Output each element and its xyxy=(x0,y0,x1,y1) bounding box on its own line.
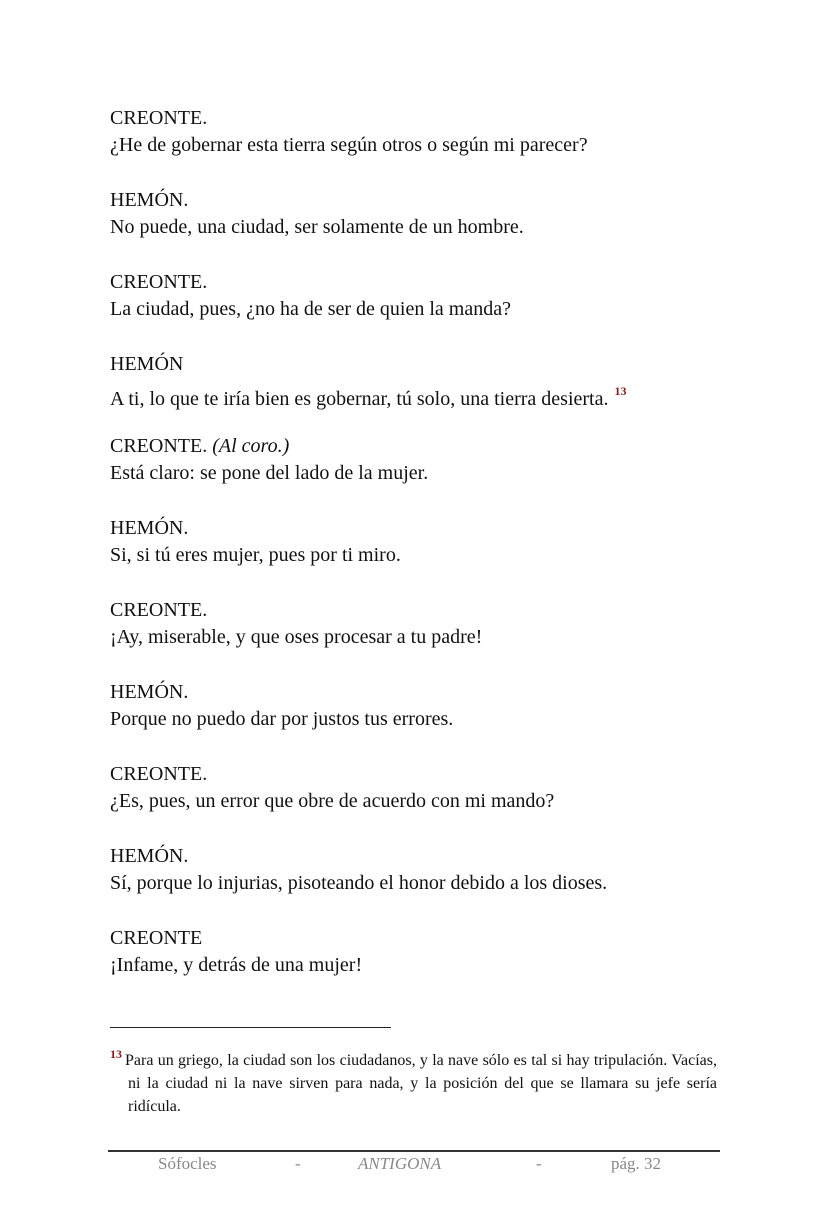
dialogue-exchange xyxy=(110,351,730,433)
speaker-label: HEMÓN xyxy=(110,353,184,375)
dialogue-exchange xyxy=(110,515,730,597)
dialogue-block xyxy=(110,105,730,1007)
speaker-label: HEMÓN. xyxy=(110,681,189,703)
dialogue-exchange xyxy=(110,105,730,187)
dialogue-line: Sí, porque lo injurias, pisoteando el honor debido a los dioses. xyxy=(110,872,608,894)
dialogue-line-text: A ti, lo que te iría bien es gobernar, tú solo, una tierra desierta. xyxy=(110,388,609,410)
footnote-text: Para un griego, la ciudad son los ciudadanos, y la nave sólo es tal si hay tripulación. Vacías, ni la ciudad ni la nave sirven para nada, y la posición del que se llamara su jefe sería ridícula. xyxy=(125,1052,717,1115)
dialogue-exchange xyxy=(110,761,730,843)
dialogue-line: No puede, una ciudad, ser solamente de un hombre. xyxy=(110,216,524,238)
speaker-name xyxy=(110,351,730,378)
page-footer xyxy=(108,1154,720,1178)
footer-author: Sófocles xyxy=(158,1154,217,1173)
dialogue-line: ¡Ay, miserable, y que oses procesar a tu padre! xyxy=(110,626,483,648)
stage-direction: (Al coro.) xyxy=(212,435,290,457)
dialogue-line: La ciudad, pues, ¿no ha de ser de quien la manda? xyxy=(110,298,511,320)
speaker-label: CREONTE. xyxy=(110,107,208,129)
footnote-reference-link[interactable]: 13 xyxy=(614,384,627,398)
dialogue-exchange xyxy=(110,433,730,515)
dialogue-exchange xyxy=(110,597,730,679)
speaker-name xyxy=(110,187,730,214)
dialogue-line xyxy=(110,378,730,413)
dialogue-exchange xyxy=(110,187,730,269)
speaker-label: CREONTE. xyxy=(110,763,208,785)
footer-separator: - xyxy=(295,1154,301,1173)
footnote-divider xyxy=(110,1027,391,1028)
dialogue-line: Porque no puedo dar por justos tus errores. xyxy=(110,708,454,730)
footnote-number: 13 xyxy=(110,1047,122,1061)
footnote-body xyxy=(110,1043,717,1118)
dialogue-line: Si, si tú eres mujer, pues por ti miro. xyxy=(110,544,401,566)
dialogue-exchange xyxy=(110,843,730,925)
footnote xyxy=(110,1043,717,1118)
speaker-label: HEMÓN. xyxy=(110,189,189,211)
footer-separator: - xyxy=(536,1154,542,1173)
footer-title: ANTIGONA xyxy=(358,1154,442,1173)
speaker-name xyxy=(110,597,730,624)
speaker-label: HEMÓN. xyxy=(110,845,189,867)
speaker-label: CREONTE. xyxy=(110,435,208,457)
speaker-name xyxy=(110,925,730,952)
speaker-label: CREONTE xyxy=(110,927,203,949)
speaker-name xyxy=(110,679,730,706)
footer-page-number: pág. 32 xyxy=(611,1154,662,1173)
dialogue-exchange xyxy=(110,679,730,761)
dialogue-exchange xyxy=(110,269,730,351)
speaker-label: CREONTE. xyxy=(110,599,208,621)
speaker-label: HEMÓN. xyxy=(110,517,189,539)
dialogue-exchange xyxy=(110,925,730,1007)
dialogue-line: Está claro: se pone del lado de la mujer. xyxy=(110,462,429,484)
speaker-name xyxy=(110,843,730,870)
speaker-name xyxy=(110,761,730,788)
dialogue-line: ¿He de gobernar esta tierra según otros o según mi parecer? xyxy=(110,134,588,156)
speaker-name xyxy=(110,269,730,296)
speaker-label: CREONTE. xyxy=(110,271,208,293)
footer-divider xyxy=(108,1150,720,1152)
dialogue-line: ¿Es, pues, un error que obre de acuerdo con mi mando? xyxy=(110,790,555,812)
speaker-name xyxy=(110,515,730,542)
speaker-name xyxy=(110,433,730,460)
speaker-name xyxy=(110,105,730,132)
dialogue-line: ¡Infame, y detrás de una mujer! xyxy=(110,954,363,976)
